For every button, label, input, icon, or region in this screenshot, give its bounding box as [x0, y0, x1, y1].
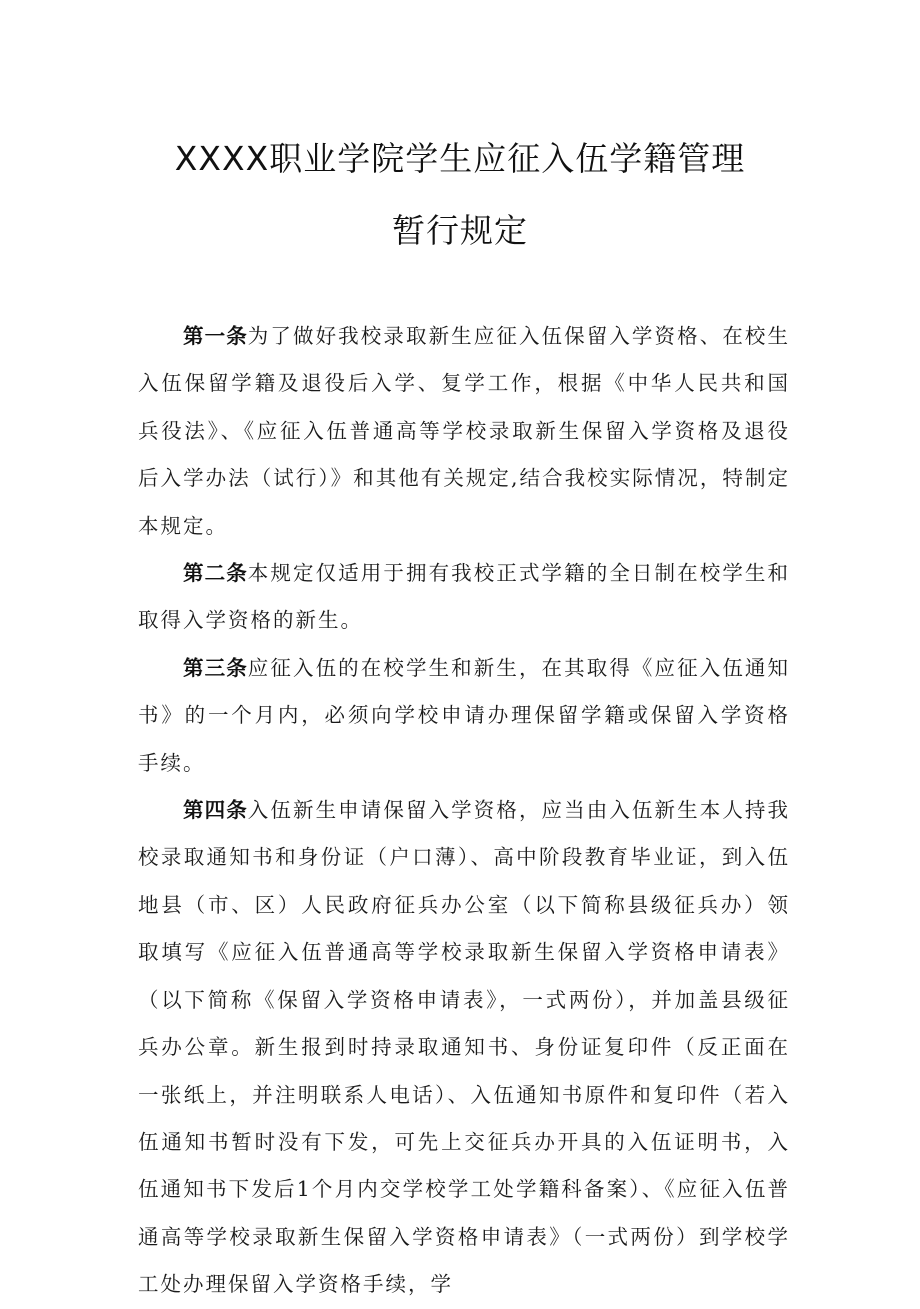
- article-4-text: 入伍新生申请保留入学资格，应当由入伍新生本人持我校录取通知书和身份证（户口薄）、高中阶段教育毕业证，到入伍地县（市、区）人民政府征兵办公室（以下简称县级征兵办）领取填写《应征入伍普通高等学校录取新生保留入学资格申请表》（以下简称《保留入学资格申请表》，一式两份），并加盖县级征兵办公章。新生报到时持录取通知书、身份证复印件（反正面在一张纸上，并注明联系人电话）、入伍通知书原件和复印件（若入伍通知书暂时没有下发，可先上交征兵办开具的入伍证明书，入伍通知书下发后1个月内交学校学工处学籍科备案）、《应征入伍普通高等学校录取新生保留入学资格申请表》（一式两份）到学校学工处办理保留入学资格手续，学: [138, 798, 791, 1297]
- document-body: [138, 313, 790, 1309]
- article-3-label: 第三条: [183, 655, 248, 680]
- article-4: [138, 787, 790, 1308]
- article-1: [138, 313, 790, 550]
- document-title-line1: XXXX职业学院学生应征入伍学籍管理: [174, 139, 746, 178]
- article-2-text: 本规定仅适用于拥有我校正式学籍的全日制在校学生和取得入学资格的新生。: [138, 561, 791, 633]
- article-3: [138, 645, 790, 787]
- document-title-line2: 暂行规定: [392, 211, 528, 250]
- article-2: [138, 550, 790, 645]
- article-1-label: 第一条: [183, 324, 248, 348]
- article-4-label: 第四条: [183, 798, 248, 823]
- article-2-label: 第二条: [183, 561, 248, 586]
- article-1-text: 为了做好我校录取新生应征入伍保留入学资格、在校生入伍保留学籍及退役后入学、复学工作，根据《中华人民共和国兵役法》、《应征入伍普通高等学校录取新生保留入学资格及退役后入学办法（试行）》和其他有关规定,结合我校实际情况，特制定本规定。: [138, 324, 791, 538]
- article-3-text: 应征入伍的在校学生和新生，在其取得《应征入伍通知书》的一个月内，必须向学校申请办理保留学籍或保留入学资格手续。: [138, 655, 791, 775]
